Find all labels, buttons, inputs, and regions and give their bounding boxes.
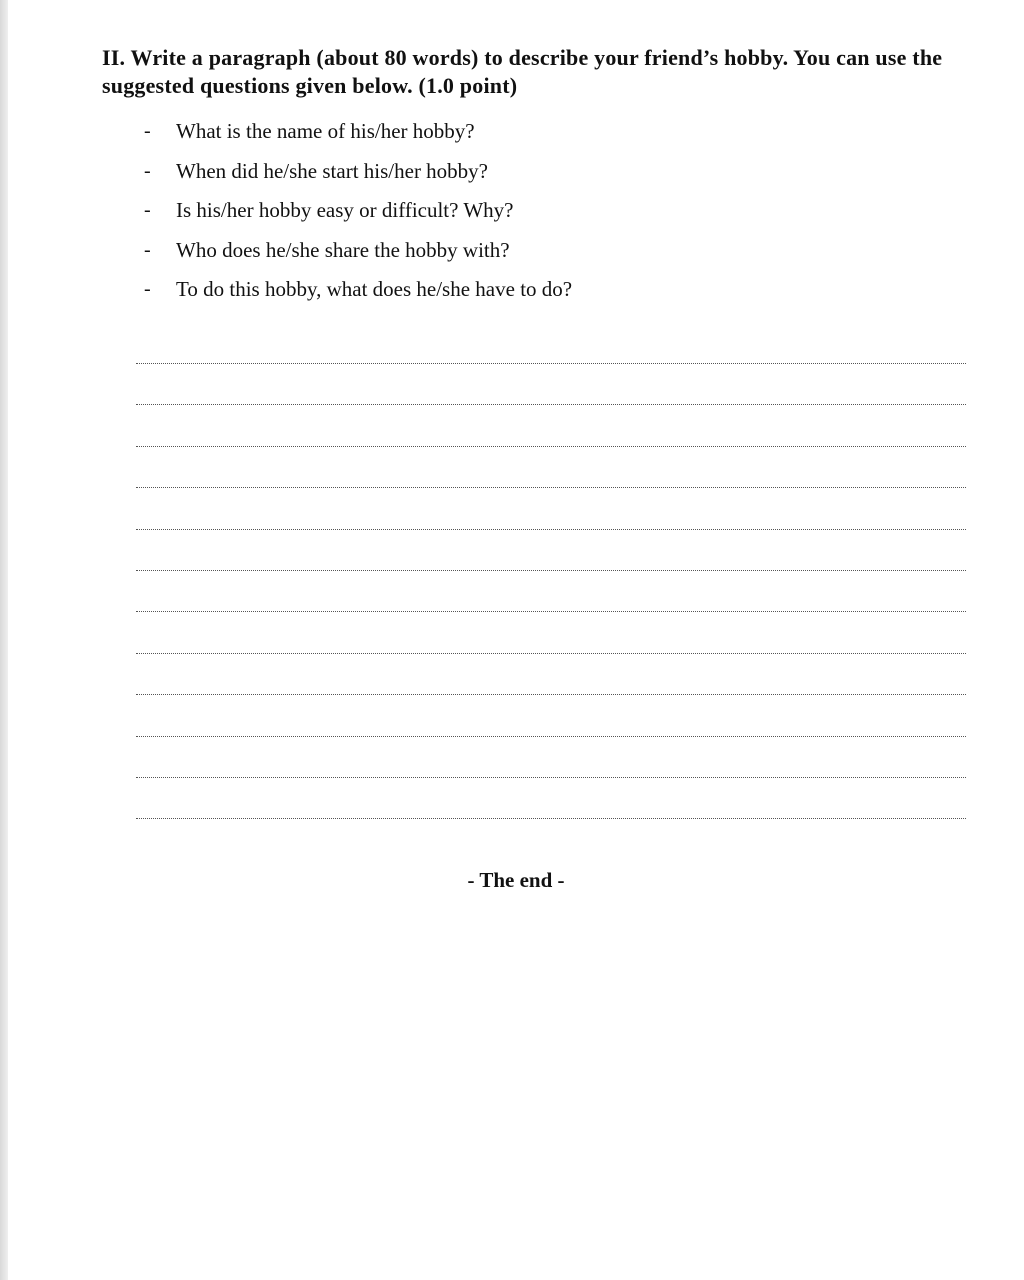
list-item — [136, 191, 936, 231]
bullet-dash: - — [144, 120, 151, 143]
answer-line — [136, 611, 966, 612]
answer-line — [136, 694, 966, 695]
list-item — [136, 231, 936, 271]
answer-line — [136, 653, 966, 654]
answer-line — [136, 446, 966, 447]
answer-lines — [136, 363, 966, 860]
suggested-questions-list — [136, 112, 936, 310]
end-marker: - The end - — [467, 868, 565, 892]
answer-line — [136, 363, 966, 364]
question-text: Is his/her hobby easy or difficult? Why? — [176, 198, 514, 223]
bullet-dash: - — [144, 199, 151, 222]
bullet-dash: - — [144, 238, 151, 261]
section-heading: II. Write a paragraph (about 80 words) to describe your friend’s hobby. You can use the suggested questions given below. (1.0 point) — [102, 45, 943, 98]
list-item — [136, 112, 936, 152]
document-page — [8, 0, 1024, 1280]
question-text: Who does he/she share the hobby with? — [176, 237, 510, 262]
bullet-dash: - — [144, 278, 151, 301]
question-text: When did he/she start his/her hobby? — [176, 158, 489, 183]
answer-line — [136, 570, 966, 571]
answer-line — [136, 529, 966, 530]
page-edge-shadow — [0, 0, 8, 1280]
answer-line — [136, 404, 966, 405]
answer-line — [136, 487, 966, 488]
question-text: What is the name of his/her hobby? — [176, 119, 475, 144]
answer-line — [136, 777, 966, 778]
list-item — [136, 152, 936, 192]
answer-line — [136, 818, 966, 819]
list-item — [136, 270, 936, 310]
answer-line — [136, 736, 966, 737]
bullet-dash: - — [144, 159, 151, 182]
question-text: To do this hobby, what does he/she have to do? — [176, 277, 573, 302]
